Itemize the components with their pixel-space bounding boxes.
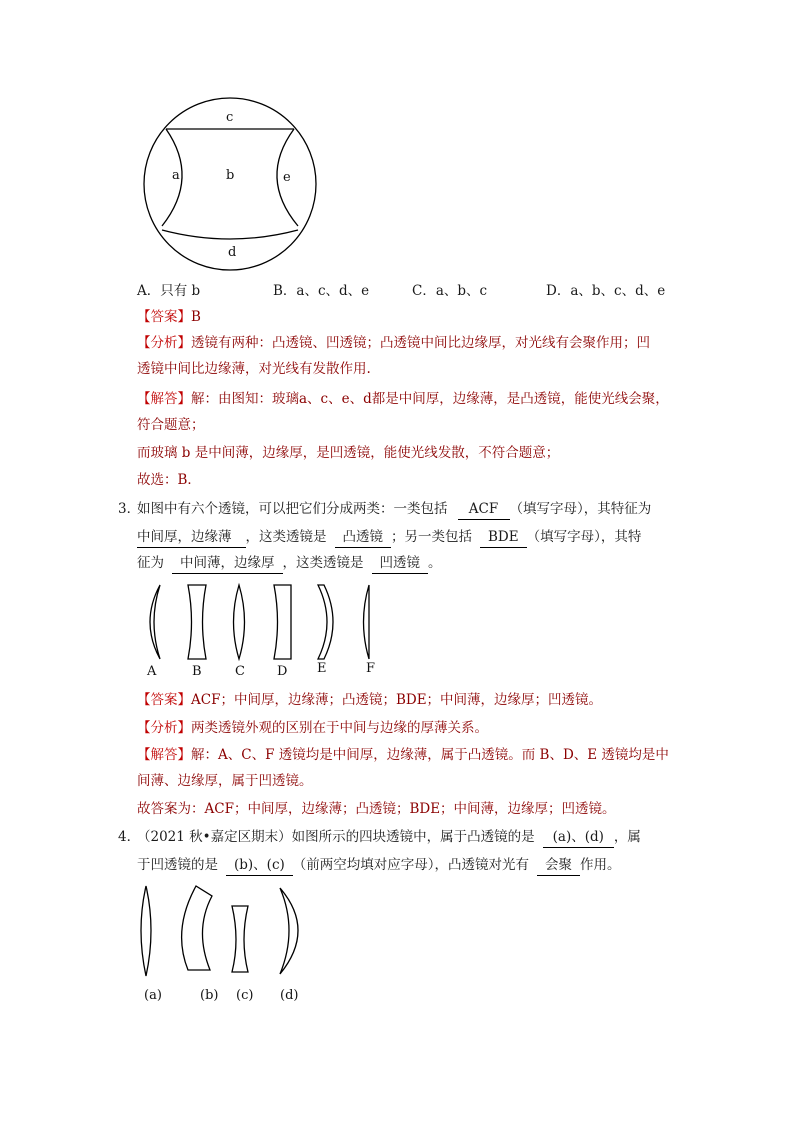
solution-tag: 【解答】 [137,747,191,763]
q4-text-2: ，属 [613,829,641,845]
solution-tag: 【解答】 [137,391,191,407]
q4-text-5: 作用。 [580,857,621,873]
lens-label-b: (b) [200,988,219,1003]
q3-text-8: 。 [428,555,442,571]
lens-label-a: (a) [144,988,162,1003]
lens-label-c: (c) [236,988,254,1003]
lens-label-f: F [366,661,376,676]
q4-blank-1: (a)、(d) [543,827,614,848]
figure-label-d: d [228,245,237,260]
q4-line1 [137,827,641,848]
q3-text-2: （填写字母），其特征为 [509,501,652,517]
answer-tag: 【答案】 [137,309,191,325]
analysis-text: 透镜有两种：凸透镜、凹透镜；凸透镜中间比边缘厚，对光线有会聚作用；凹 [191,335,650,351]
q2-analysis-line1 [137,333,650,353]
option-a: A．只有 b [137,283,201,299]
q3-answer [137,690,602,710]
lens-label-e: E [317,661,327,676]
q4-line2 [137,855,621,876]
figure-label-b: b [226,168,235,183]
q4-text-3: 于凹透镜的是 [137,857,218,873]
q3-blank-2: 中间厚，边缘薄 [137,527,246,548]
lens-label-a: A [147,664,157,679]
analysis-tag: 【分析】 [137,720,191,736]
option-b: B．a、c、d、e [273,283,370,299]
q3-blank-1: ACF [458,499,510,520]
four-lenses-figure [136,884,316,979]
q3-blank-6: 凹透镜 [372,553,429,574]
solution-text: 解：A、C、F 透镜均是中间厚，边缘薄，属于凸透镜。而 B、D、E 透镜均是中 [191,747,669,763]
q4-blank-3: 会聚 [537,855,580,876]
q3-text-1: 如图中有六个透镜，可以把它们分成两类：一类包括 [137,501,448,517]
q2-solution-line3: 而玻璃 b 是中间薄，边缘厚，是凹透镜，能使光线发散，不符合题意； [137,445,560,461]
q3-blank-3: 凸透镜 [335,527,392,548]
figure-label-e: e [283,170,291,185]
analysis-text: 两类透镜外观的区别在于中间与边缘的厚薄关系。 [191,720,488,736]
analysis-tag: 【分析】 [137,335,191,351]
figure-label-a: a [172,168,180,183]
q3-text-4: ；另一类包括 [391,529,472,545]
q3-line2 [137,527,641,548]
q4-text-4: （前两空均填对应字母），凸透镜对光有 [292,857,530,873]
q3-solution-line1 [137,745,669,765]
q3-line1 [137,499,651,520]
answer-tag: 【答案】 [137,692,191,708]
q2-conclusion: 故选：B． [137,472,201,488]
q4-number: 4． [118,829,141,845]
q3-text-3: ，这类透镜是 [245,529,327,545]
six-lenses-figure [138,582,378,662]
lens-label-d: (d) [280,988,299,1003]
q2-answer [137,307,201,327]
lens-label-c: C [235,664,245,679]
figure-label-c: c [226,110,234,125]
q3-line3 [137,553,442,574]
q2-analysis-line2: 透镜中间比边缘薄，对光线有发散作用. [137,361,371,377]
option-d: D．a、b、c、d、e [546,283,666,299]
q2-solution-line1 [137,389,669,409]
q2-solution-line2: 符合题意； [137,417,205,433]
q3-number: 3． [118,501,141,517]
answer-value: ACF；中间厚，边缘薄；凸透镜；BDE；中间薄，边缘厚；凹透镜。 [191,692,603,708]
q3-text-6: 征为 [137,555,164,571]
q3-analysis [137,718,488,738]
answer-value: B [191,309,201,325]
q3-text-5: （填写字母），其特 [526,529,642,545]
q3-conclusion: 故答案为：ACF；中间厚，边缘薄；凸透镜；BDE；中间薄，边缘厚；凹透镜。 [137,801,616,817]
lens-label-b: B [192,664,202,679]
solution-text: 解：由图知：玻璃a、c、e、d都是中间厚，边缘薄，是凸透镜，能使光线会聚， [191,391,669,407]
q3-text-7: ，这类透镜是 [282,555,364,571]
q3-blank-4: BDE [480,527,527,548]
q4-text-1: （2021 秋•嘉定区期末）如图所示的四块透镜中，属于凸透镜的是 [137,829,535,845]
q4-blank-2: (b)、(c) [226,855,293,876]
q3-blank-5: 中间薄，边缘厚 [172,553,283,574]
q3-solution-line2: 间薄、边缘厚，属于凹透镜。 [137,773,313,789]
option-c: C．a、b、c [412,283,488,299]
lens-label-d: D [277,664,288,679]
